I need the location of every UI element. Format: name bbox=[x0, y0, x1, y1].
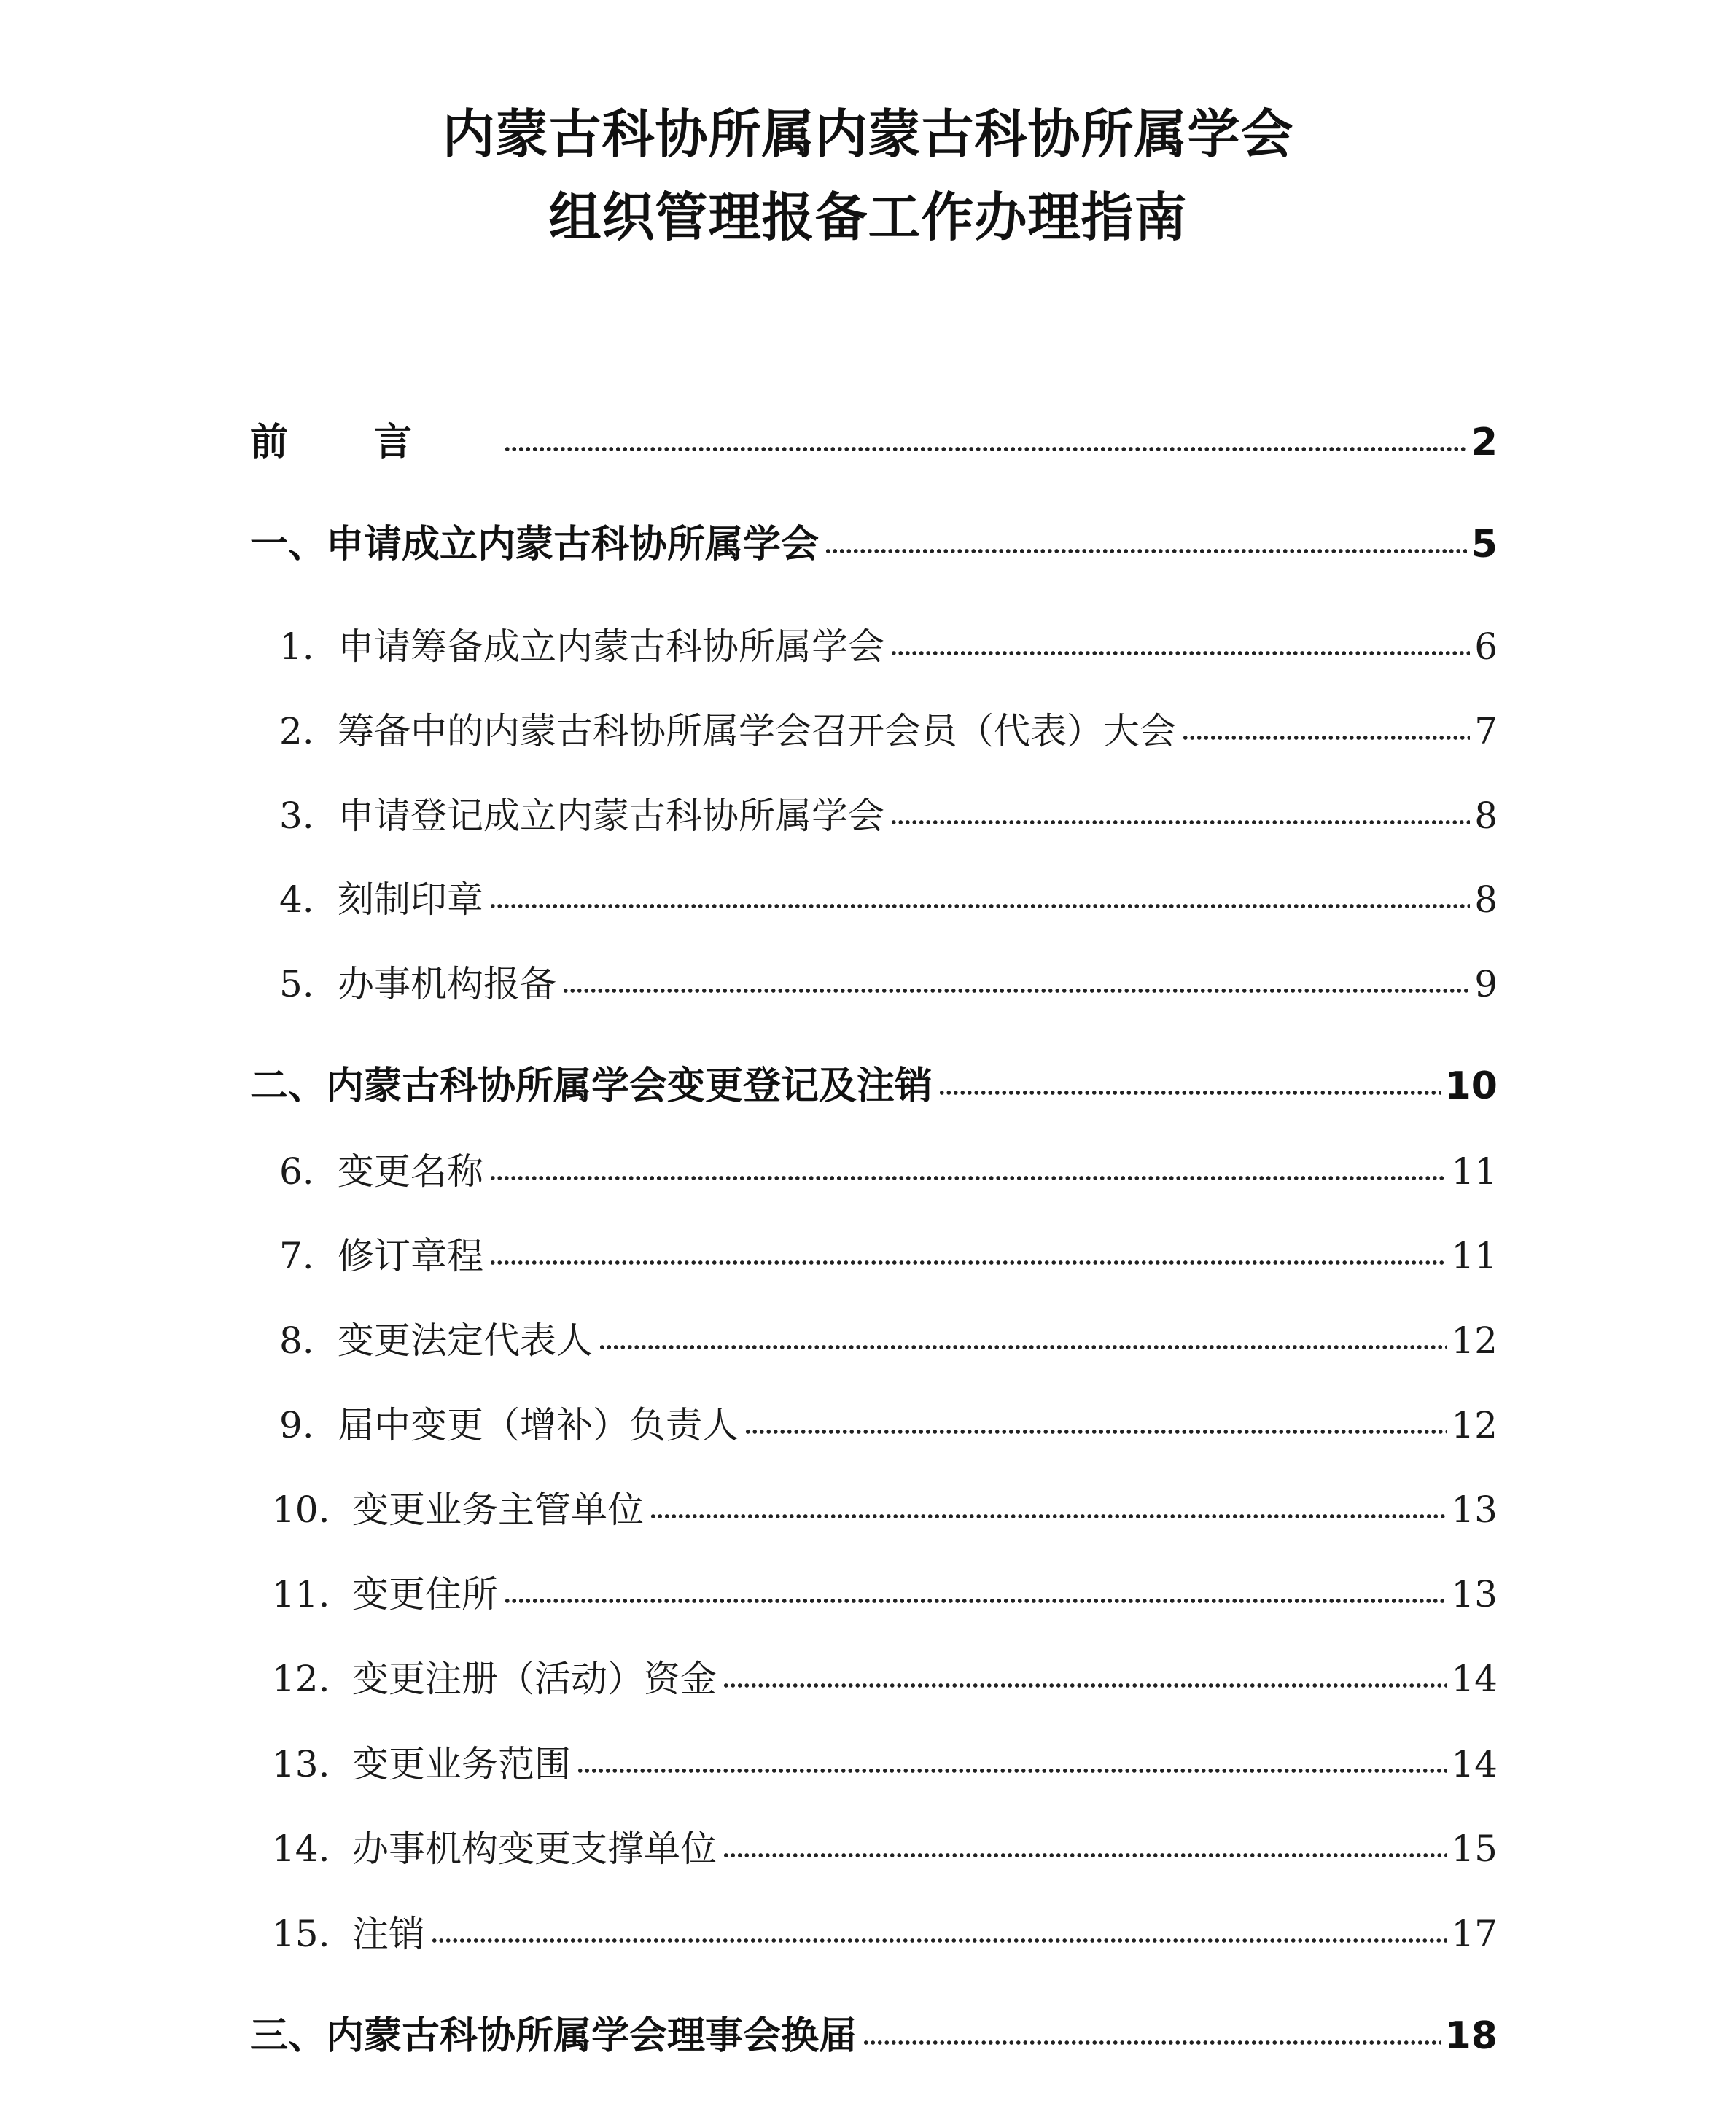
toc-entry-label: 申请筹备成立内蒙古科协所属学会 bbox=[338, 625, 884, 668]
toc-entry-number: 14. bbox=[272, 1828, 330, 1870]
toc-entry-number: 4. bbox=[279, 878, 314, 921]
dot-leader bbox=[489, 902, 1470, 911]
document-title bbox=[0, 104, 1736, 248]
toc-entry-page-number: 10 bbox=[1444, 1064, 1498, 1108]
toc-entry-page-number: 12 bbox=[1451, 1404, 1498, 1446]
toc-entry-label: 办事机构变更支撑单位 bbox=[352, 1828, 717, 1870]
toc-entry-page-number: 15 bbox=[1451, 1828, 1498, 1870]
dot-leader bbox=[723, 1851, 1447, 1860]
toc-entry-label: 届中变更（增补）负责人 bbox=[338, 1404, 739, 1446]
toc-entry-label: 变更业务主管单位 bbox=[352, 1489, 644, 1531]
dot-leader bbox=[863, 2038, 1441, 2047]
toc-entry-page-number: 14 bbox=[1451, 1658, 1498, 1700]
dot-leader bbox=[599, 1343, 1447, 1352]
toc-entry-label: 变更住所 bbox=[352, 1573, 498, 1615]
toc-subsection-entry[interactable] bbox=[250, 1573, 1498, 1615]
toc-subsection-entry[interactable] bbox=[250, 1828, 1498, 1870]
toc-entry-number: 11. bbox=[272, 1573, 330, 1615]
toc-subsection-entry[interactable] bbox=[250, 710, 1498, 752]
toc-entry-number: 10. bbox=[272, 1489, 330, 1531]
toc-entry-label: 注销 bbox=[352, 1913, 425, 1955]
dot-leader bbox=[938, 1088, 1441, 1097]
toc-entry-number: 12. bbox=[272, 1658, 330, 1700]
dot-leader bbox=[489, 1258, 1447, 1267]
dot-leader bbox=[744, 1427, 1447, 1436]
dot-leader bbox=[562, 986, 1470, 995]
dot-leader bbox=[1182, 733, 1470, 742]
toc-entry-label: 筹备中的内蒙古科协所属学会召开会员（代表）大会 bbox=[338, 710, 1176, 752]
title-line-1: 内蒙古科协所属内蒙古科协所属学会 bbox=[442, 104, 1294, 165]
toc-section-entry[interactable] bbox=[250, 1064, 1498, 1108]
toc-entry-page-number: 13 bbox=[1451, 1573, 1498, 1615]
toc-subsection-entry[interactable] bbox=[250, 1235, 1498, 1277]
toc-subsection-entry[interactable] bbox=[250, 878, 1498, 921]
toc-subsection-entry[interactable] bbox=[250, 1404, 1498, 1446]
toc-entry-page-number: 14 bbox=[1451, 1743, 1498, 1785]
toc-entry-page-number: 12 bbox=[1451, 1319, 1498, 1362]
toc-entry-page-number: 9 bbox=[1474, 963, 1498, 1005]
toc-subsection-entry[interactable] bbox=[250, 1658, 1498, 1700]
dot-leader bbox=[650, 1512, 1447, 1521]
toc-entry-page-number: 5 bbox=[1471, 523, 1498, 566]
toc-entry-label: 变更名称 bbox=[338, 1150, 483, 1193]
toc-subsection-entry[interactable] bbox=[250, 795, 1498, 837]
toc-entry-label: 变更法定代表人 bbox=[338, 1319, 593, 1362]
toc-entry-label: 三、内蒙古科协所属学会理事会换届 bbox=[250, 2014, 857, 2058]
toc-entry-label: 变更注册（活动）资金 bbox=[352, 1658, 717, 1700]
toc-subsection-entry[interactable] bbox=[250, 1319, 1498, 1362]
dot-leader bbox=[577, 1766, 1447, 1775]
toc-entry-number: 7. bbox=[279, 1235, 314, 1277]
toc-subsection-entry[interactable] bbox=[250, 963, 1498, 1005]
toc-entry-page-number: 8 bbox=[1474, 878, 1498, 921]
toc-entry-label: 变更业务范围 bbox=[352, 1743, 571, 1785]
toc-entry-number: 6. bbox=[279, 1150, 314, 1193]
toc-entry-label: 一、申请成立内蒙古科协所属学会 bbox=[250, 523, 820, 566]
toc-entry-page-number: 18 bbox=[1444, 2014, 1498, 2058]
toc-entry-page-number: 17 bbox=[1451, 1913, 1498, 1955]
toc-subsection-entry[interactable] bbox=[250, 1489, 1498, 1531]
toc-entry-page-number: 13 bbox=[1451, 1489, 1498, 1531]
dot-leader bbox=[504, 1596, 1447, 1605]
toc-entry-page-number: 8 bbox=[1474, 795, 1498, 837]
dot-leader bbox=[723, 1681, 1447, 1690]
toc-subsection-entry[interactable] bbox=[250, 625, 1498, 668]
dot-leader bbox=[489, 1174, 1447, 1182]
toc-entry-number: 8. bbox=[279, 1319, 314, 1362]
dot-leader bbox=[431, 1936, 1447, 1945]
toc-subsection-entry[interactable] bbox=[250, 1913, 1498, 1955]
toc-section-entry[interactable] bbox=[250, 523, 1498, 566]
toc-entry-number: 15. bbox=[272, 1913, 330, 1955]
title-line-2: 组织管理报备工作办理指南 bbox=[548, 187, 1188, 248]
toc-entry-label: 办事机构报备 bbox=[338, 963, 556, 1005]
toc-subsection-entry[interactable] bbox=[250, 1150, 1498, 1193]
toc-entry-page-number: 6 bbox=[1474, 625, 1498, 668]
toc-section-entry[interactable] bbox=[250, 421, 1498, 464]
toc-entry-label: 刻制印章 bbox=[338, 878, 483, 921]
toc-entry-page-number: 2 bbox=[1471, 421, 1498, 464]
toc-section-entry[interactable] bbox=[250, 2014, 1498, 2058]
toc-entry-label: 二、内蒙古科协所属学会变更登记及注销 bbox=[250, 1064, 933, 1108]
toc-entry-number: 9. bbox=[279, 1404, 314, 1446]
toc-entry-number: 2. bbox=[279, 710, 314, 752]
toc-entry-label: 前言 bbox=[250, 421, 499, 464]
toc-entry-number: 1. bbox=[279, 625, 314, 668]
toc-entry-page-number: 11 bbox=[1451, 1235, 1498, 1277]
dot-leader bbox=[825, 547, 1467, 555]
toc-entry-label: 申请登记成立内蒙古科协所属学会 bbox=[338, 795, 884, 837]
toc-entry-number: 5. bbox=[279, 963, 314, 1005]
toc-entry-page-number: 7 bbox=[1474, 710, 1498, 752]
dot-leader bbox=[504, 445, 1467, 453]
dot-leader bbox=[890, 818, 1470, 827]
toc-entry-label: 修订章程 bbox=[338, 1235, 483, 1277]
toc-entry-number: 13. bbox=[272, 1743, 330, 1785]
toc-entry-page-number: 11 bbox=[1451, 1150, 1498, 1193]
toc-subsection-entry[interactable] bbox=[250, 1743, 1498, 1785]
toc-entry-number: 3. bbox=[279, 795, 314, 837]
dot-leader bbox=[890, 649, 1470, 658]
